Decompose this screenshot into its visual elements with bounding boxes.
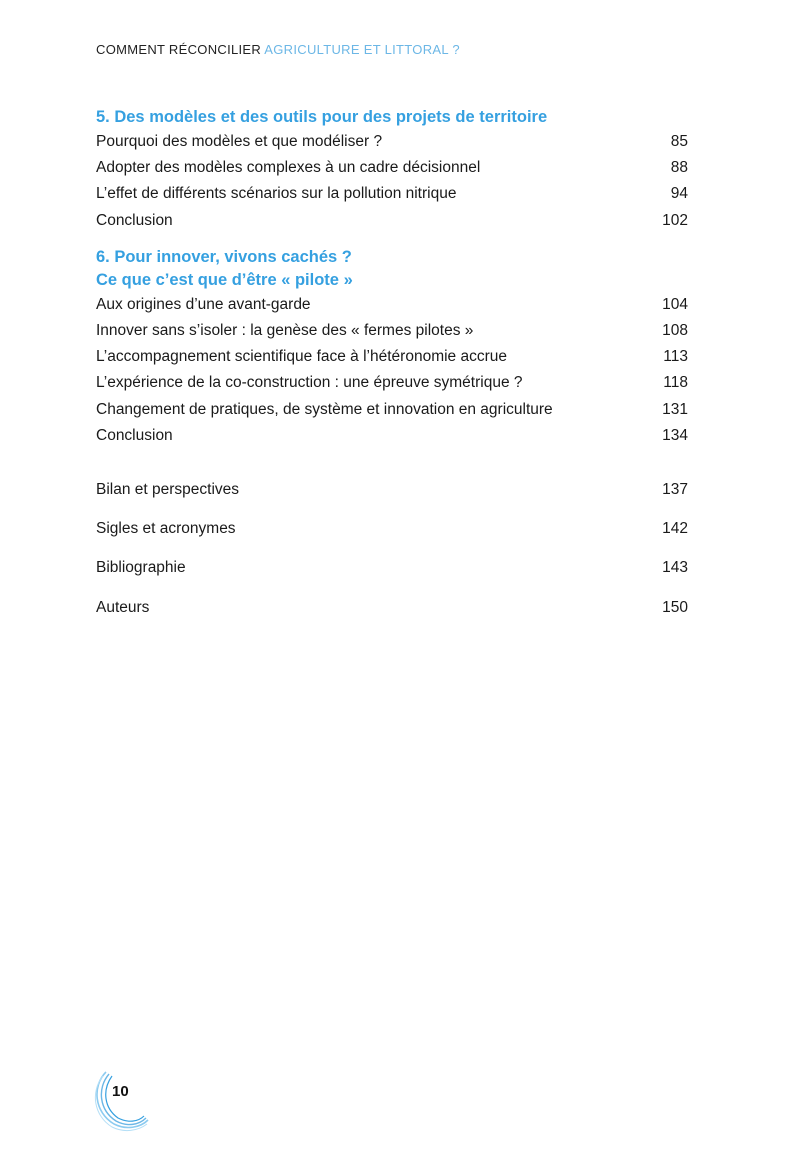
toc-entry-label: Conclusion [96,211,173,229]
toc-entry[interactable] [96,318,688,344]
chapter-title: 6. Pour innover, vivons cachés ? [96,247,352,266]
toc-entry-label: Pourquoi des modèles et que modéliser ? [96,133,383,150]
toc-entry-label: Conclusion [96,426,173,444]
toc-entry-page: 104 [662,295,688,313]
toc-entry-label: L’accompagnement scientifique face à l’hétéronomie accrue [96,348,507,366]
toc-entry-label: Auteurs [96,598,150,616]
toc-entry-label: Bilan et perspectives [96,481,240,499]
toc-entry-label: L’expérience de la co-construction : une épreuve symétrique ? [96,374,523,392]
toc-entry-page: 142 [662,520,688,538]
toc-entry-page: 143 [662,559,688,577]
toc-entry[interactable] [96,344,688,370]
toc-entry-page: 113 [663,348,688,366]
toc-entry[interactable] [96,181,688,207]
toc-entry-auteurs[interactable] [96,595,688,621]
running-head-title: COMMENT RÉCONCILIER [96,42,262,57]
toc-entry[interactable] [96,423,688,449]
toc-entry-bibliographie[interactable] [96,555,688,581]
toc-entry-page: 85 [670,133,688,150]
toc-entry-label: Sigles et acronymes [96,520,236,538]
toc-entry-page: 134 [662,426,688,444]
running-head-subtitle: AGRICULTURE ET LITTORAL ? [264,42,460,57]
toc-entry-label: Innover sans s’isoler : la genèse des « fermes pilotes » [96,322,474,340]
chapter-title: 5. Des modèles et des outils pour des projets de territoire [96,108,548,126]
toc-entry[interactable] [96,292,688,318]
toc-entry-page: 150 [662,598,688,616]
toc-entry-page: 118 [663,374,688,392]
toc-entry-label: Aux origines d’une avant-garde [96,295,311,313]
toc-entry-label: Changement de pratiques, de système et innovation en agriculture [96,400,553,418]
toc-entry[interactable] [96,208,688,234]
toc-entry-label: L’effet de différents scénarios sur la pollution nitrique [96,185,457,203]
swirl-arcs-icon [92,1068,152,1132]
toc-entry-sigles[interactable] [96,516,688,542]
page-number: 10 [112,1083,129,1100]
toc-entry-page: 102 [662,211,688,229]
chapter-subtitle: Ce que c’est que d’être « pilote » [96,270,353,289]
table-of-contents [96,106,688,634]
toc-entry-label: Adopter des modèles complexes à un cadre décisionnel [96,159,481,177]
toc-entry[interactable] [96,370,688,396]
toc-entry-page: 137 [662,481,688,499]
toc-entry-page: 94 [670,185,688,203]
toc-entry-label: Bibliographie [96,559,186,577]
running-head [96,42,460,57]
backmatter [96,477,688,621]
toc-entry[interactable] [96,129,688,155]
toc-entry[interactable] [96,397,688,423]
toc-entry-page: 131 [662,400,688,418]
toc-entry-bilan[interactable] [96,477,688,503]
toc-entry[interactable] [96,155,688,181]
chapter-5 [96,106,688,234]
toc-entry-page: 88 [670,159,688,177]
toc-entry-page: 108 [662,322,688,340]
chapter-6 [96,246,688,449]
